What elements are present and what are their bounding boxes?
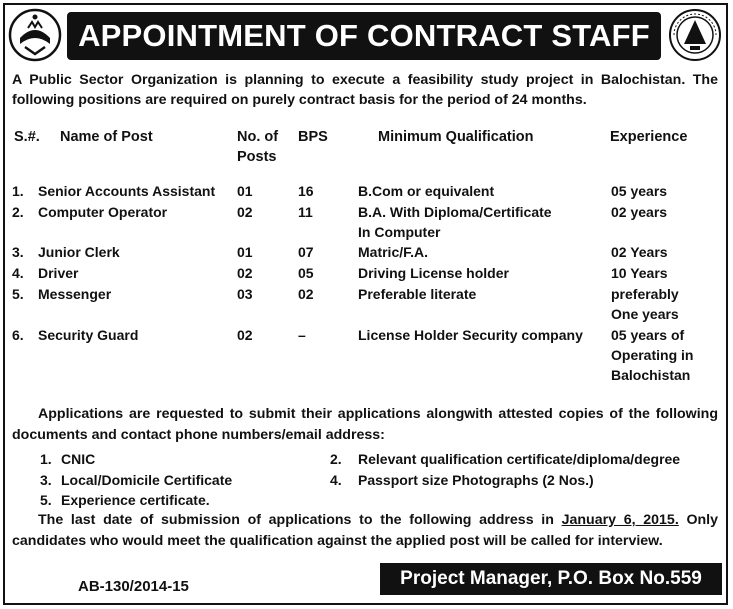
row-5-sno: 5. [12, 286, 24, 302]
row-4-post: Driver [38, 265, 79, 281]
row-1-post: Senior Accounts Assistant [38, 183, 216, 199]
organization-seal-icon [668, 8, 722, 62]
page-title: APPOINTMENT OF CONTRACT STAFF [78, 18, 650, 53]
row-2-post: Computer Operator [38, 204, 168, 220]
row-4-bps: 05 [298, 265, 314, 281]
row-6-sno: 6. [12, 327, 24, 343]
row-2-experience: 02 years [611, 204, 668, 220]
row-2-posts: 02 [237, 204, 253, 220]
row-6-post: Security Guard [38, 327, 139, 343]
row-4-posts: 02 [237, 265, 253, 281]
ad-reference-number: AB-130/2014-15 [78, 578, 189, 595]
applications-text: Applications are requested to submit their applications alongwith attested copies of the following documents and contact phone numbers/email address: [12, 406, 718, 443]
row-1-sno: 1. [12, 183, 24, 199]
document-item-3-num: 3. [40, 472, 52, 488]
header-post-name: Name of Post [60, 129, 153, 145]
row-6-experience-line2: Operating in [611, 347, 694, 363]
document-item-5-num: 5. [40, 492, 52, 508]
row-5-experience-line2: One years [611, 306, 679, 322]
row-2-bps: 11 [298, 204, 313, 220]
row-6-experience-line1: 05 years of [611, 327, 685, 343]
document-item-4: Passport size Photographs (2 Nos.) [358, 472, 594, 488]
document-item-2-num: 2. [330, 451, 342, 467]
title-band [67, 12, 661, 60]
document-item-1-num: 1. [40, 451, 52, 467]
closing-text-before: The last date of submission of applications to the following address in [38, 512, 562, 528]
row-2-sno: 2. [12, 204, 24, 220]
intro-paragraph: A Public Sector Organization is planning to execute a feasibility study project in Balochistan. The following positions are required on purely contract basis for the period of 24 months. [12, 72, 718, 108]
header-num-posts-line2: Posts [237, 149, 277, 165]
row-4-sno: 4. [12, 265, 24, 281]
address-text: Project Manager, P.O. Box No.559 [400, 568, 702, 589]
address-box [380, 563, 722, 595]
header-qualification: Minimum Qualification [378, 129, 534, 145]
document-item-1: CNIC [61, 451, 96, 467]
row-5-post: Messenger [38, 286, 112, 302]
closing-text-after: Only candidates who would meet the qualification against the applied post will be called for interview. [12, 512, 719, 549]
applications-section [12, 404, 718, 446]
header-num-posts-line1: No. of [237, 129, 279, 145]
closing-text [12, 510, 718, 552]
row-5-posts: 03 [237, 286, 253, 302]
row-3-experience: 02 Years [611, 244, 668, 260]
row-1-experience: 05 years [611, 183, 668, 199]
document-item-5: Experience certificate. [61, 492, 210, 508]
row-1-qualification: B.Com or equivalent [358, 183, 495, 199]
row-6-posts: 02 [237, 327, 253, 343]
row-2-qualification-line2: In Computer [358, 224, 441, 240]
row-3-bps: 07 [298, 244, 314, 260]
document-item-3: Local/Domicile Certificate [61, 472, 233, 488]
row-4-qualification: Driving License holder [358, 265, 509, 281]
row-3-post: Junior Clerk [38, 244, 120, 260]
document-item-2: Relevant qualification certificate/diploma/degree [358, 451, 681, 467]
row-2-qualification-line1: B.A. With Diploma/Certificate [358, 204, 552, 220]
header-bps: BPS [298, 129, 328, 145]
closing-section [12, 510, 718, 552]
row-6-bps: – [298, 327, 306, 343]
document-item-4-num: 4. [330, 472, 342, 488]
header-experience: Experience [610, 129, 688, 145]
balochistan-government-emblem-icon [8, 8, 62, 62]
row-3-sno: 3. [12, 244, 24, 260]
row-5-bps: 02 [298, 286, 314, 302]
row-6-experience-line3: Balochistan [611, 367, 691, 383]
row-6-qualification: License Holder Security company [358, 327, 583, 343]
row-3-posts: 01 [237, 244, 253, 260]
row-5-qualification: Preferable literate [358, 286, 477, 302]
row-5-experience-line1: preferably [611, 286, 679, 302]
last-date: January 6, 2015. [561, 512, 679, 528]
row-3-qualification: Matric/F.A. [358, 244, 429, 260]
header-sno: S.#. [14, 129, 40, 145]
row-1-bps: 16 [298, 183, 314, 199]
row-1-posts: 01 [237, 183, 253, 199]
row-4-experience: 10 Years [611, 265, 668, 281]
